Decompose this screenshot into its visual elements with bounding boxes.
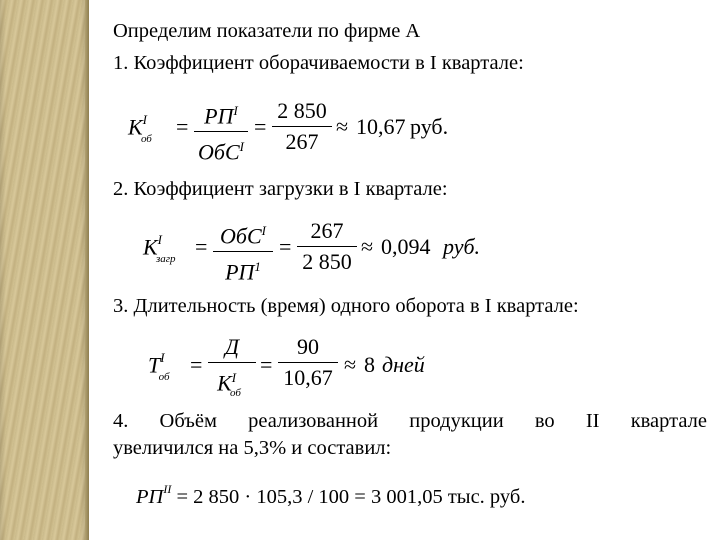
heading-text: Определим показатели по фирме А: [113, 20, 421, 42]
equals-sign: =: [195, 234, 208, 259]
word: реализованной: [248, 410, 379, 432]
formula-lhs: $К^I_{об}$: [128, 112, 152, 145]
approx-sign: ≈: [336, 114, 349, 139]
formula-lhs: $Т^I_{об}$: [148, 350, 170, 383]
fraction-values: 267 2 850: [297, 218, 357, 275]
formula-lhs: $К^I_{загр}$: [143, 232, 176, 265]
item-4-line-2: увеличился на 5,3% и составил:: [113, 437, 392, 459]
decorative-side-band: [0, 0, 89, 540]
equals-sign-2: =: [254, 114, 267, 139]
formula-result: 0,094: [381, 234, 431, 259]
word: 4.: [113, 410, 129, 432]
formula-unit: руб.: [443, 234, 481, 259]
fraction-d-k: Д $К^I_{об}$: [208, 334, 256, 406]
item-3-title: 3. Длительность (время) одного оборота в I квартале:: [113, 295, 579, 317]
equals-sign-2: =: [279, 234, 292, 259]
formula-unit: руб.: [410, 114, 449, 139]
equals-sign: =: [176, 114, 189, 139]
approx-sign: ≈: [361, 234, 374, 259]
formula-turnover-duration: [148, 334, 448, 400]
formula-result: 8: [364, 352, 375, 377]
word: во: [534, 410, 555, 432]
formula-unit: дней: [382, 352, 425, 377]
approx-sign: ≈: [344, 352, 357, 377]
word: квартале: [630, 410, 707, 432]
equals-sign: =: [190, 352, 203, 377]
fraction-values: 2 850 267: [272, 98, 332, 155]
item-4-line-1: [113, 410, 707, 433]
fraction-values: 90 10,67: [278, 334, 338, 391]
formula-sales-q2: $РП^{II} = 2$ 850 · 105,3 / 100 = 3 001,05 тыс. руб.: [136, 482, 526, 508]
fraction-rp-obs: $РП^I$ ОбС$^I$: [194, 98, 248, 166]
word: продукции: [409, 410, 504, 432]
equals-sign-2: =: [260, 352, 273, 377]
item-1-title: 1. Коэффициент оборачиваемости в I квартале:: [113, 52, 524, 74]
word: Объём: [159, 410, 217, 432]
formula-load-ratio: [143, 218, 503, 285]
word: II: [585, 410, 600, 432]
formula-result: 10,67: [356, 114, 406, 139]
item-2-title: 2. Коэффициент загрузки в I квартале:: [113, 178, 448, 200]
formula-turnover-ratio: [128, 98, 458, 165]
fraction-obs-rp: ОбС$^I$ $РП^1$: [213, 218, 273, 286]
